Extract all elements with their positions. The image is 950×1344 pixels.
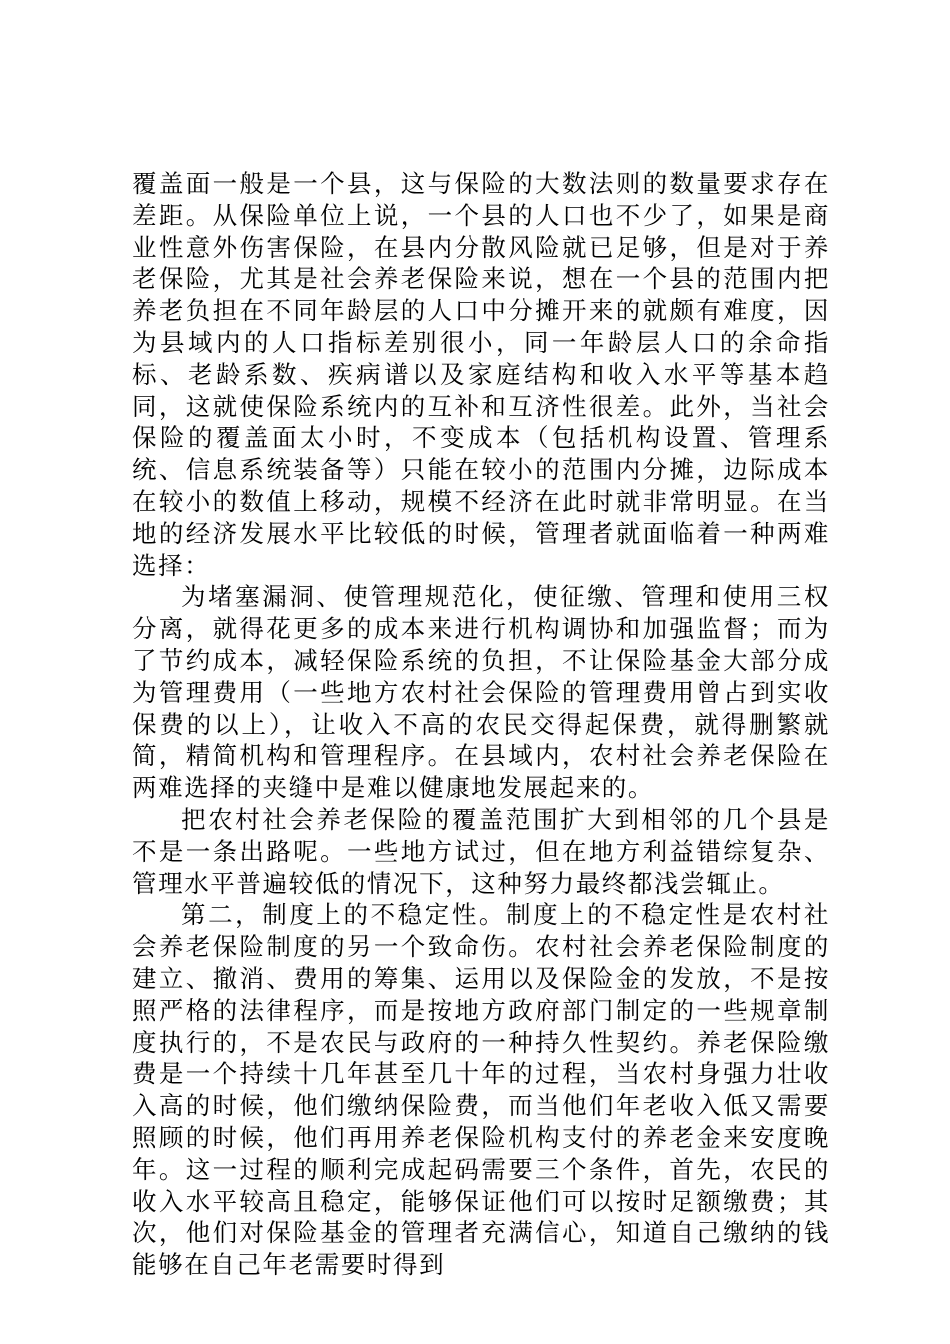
document-body [132, 168, 830, 1281]
paragraph-4: 第二，制度上的不稳定性。制度上的不稳定性是农村社会养老保险制度的另一个致命伤。农村社会养老保险制度的建立、撤消、费用的筹集、运用以及保险金的发放，不是按照严格的法律程序，而是按地方政府部门制定的一些规章制度执行的，不是农民与政府的一种持久性契约。养老保险缴费是一个持续十几年甚至几十年的过程，当农村身强力壮收入高的时候，他们缴纳保险费，而当他们年老收入低又需要照顾的时候，他们再用养老保险机构支付的养老金来安度晚年。这一过程的顺利完成起码需要三个条件，首先，农民的收入水平较高且稳定，能够保证他们可以按时足额缴费；其次，他们对保险基金的管理者充满信心，知道自己缴纳的钱能够在自己年老需要时得到 [132, 900, 830, 1280]
paragraph-2: 为堵塞漏洞、使管理规范化，使征缴、管理和使用三权分离，就得花更多的成本来进行机构调协和加强监督；而为了节约成本，减轻保险系统的负担，不让保险基金大部分成为管理费用（一些地方农村社会保险的管理费用曾占到实收保费的以上），让收入不高的农民交得起保费，就得删繁就简，精简机构和管理程序。在县域内，农村社会养老保险在两难选择的夹缝中是难以健康地发展起来的。 [132, 582, 830, 803]
paragraph-3: 把农村社会养老保险的覆盖范围扩大到相邻的几个县是不是一条出路呢。一些地方试过，但在地方利益错综复杂、管理水平普遍较低的情况下，这种努力最终都浅尝辄止。 [132, 804, 830, 898]
paragraph-1: 覆盖面一般是一个县，这与保险的大数法则的数量要求存在差距。从保险单位上说，一个县的人口也不少了，如果是商业性意外伤害保险，在县内分散风险就已足够，但是对于养老保险，尤其是社会养老保险来说，想在一个县的范围内把养老负担在不同年龄层的人口中分摊开来的就颇有难度，因为县域内的人口指标差别很小，同一年龄层人口的余命指标、老龄系数、疾病谱以及家庭结构和收入水平等基本趋同，这就使保险系统内的互补和互济性很差。此外，当社会保险的覆盖面太小时，不变成本（包括机构设置、管理系统、信息系统装备等）只能在较小的范围内分摊，边际成本在较小的数值上移动，规模不经济在此时就非常明显。在当地的经济发展水平比较低的时候，管理者就面临着一种两难选择： [132, 169, 830, 580]
